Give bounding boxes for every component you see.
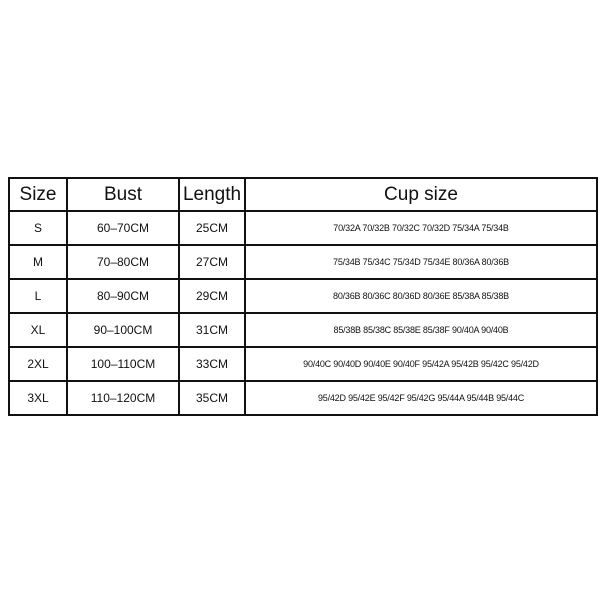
size-chart-table <box>8 177 598 416</box>
table-row <box>9 279 597 313</box>
table-row <box>9 313 597 347</box>
cell-length: 33CM <box>179 347 245 381</box>
header-bust: Bust <box>67 178 179 211</box>
header-row <box>9 178 597 211</box>
table-row <box>9 211 597 245</box>
cell-length: 35CM <box>179 381 245 415</box>
cell-cup-size: 95/42D 95/42E 95/42F 95/42G 95/44A 95/44B 95/44C <box>245 381 597 415</box>
cell-length: 25CM <box>179 211 245 245</box>
cell-size: 2XL <box>9 347 67 381</box>
cell-cup-size: 80/36B 80/36C 80/36D 80/36E 85/38A 85/38B <box>245 279 597 313</box>
cell-cup-size: 85/38B 85/38C 85/38E 85/38F 90/40A 90/40B <box>245 313 597 347</box>
cell-cup-size: 75/34B 75/34C 75/34D 75/34E 80/36A 80/36B <box>245 245 597 279</box>
cell-bust: 80–90CM <box>67 279 179 313</box>
table-row <box>9 347 597 381</box>
cell-size: S <box>9 211 67 245</box>
size-chart-body <box>9 211 597 415</box>
cell-bust: 100–110CM <box>67 347 179 381</box>
cell-size: M <box>9 245 67 279</box>
cell-cup-size: 90/40C 90/40D 90/40E 90/40F 95/42A 95/42B 95/42C 95/42D <box>245 347 597 381</box>
size-chart-header <box>9 178 597 211</box>
cell-cup-size: 70/32A 70/32B 70/32C 70/32D 75/34A 75/34B <box>245 211 597 245</box>
cell-size: XL <box>9 313 67 347</box>
header-length: Length <box>179 178 245 211</box>
cell-bust: 60–70CM <box>67 211 179 245</box>
header-cup-size: Cup size <box>245 178 597 211</box>
cell-bust: 70–80CM <box>67 245 179 279</box>
cell-length: 31CM <box>179 313 245 347</box>
cell-length: 27CM <box>179 245 245 279</box>
header-size: Size <box>9 178 67 211</box>
table-row <box>9 245 597 279</box>
cell-bust: 110–120CM <box>67 381 179 415</box>
cell-size: L <box>9 279 67 313</box>
table-row <box>9 381 597 415</box>
cell-size: 3XL <box>9 381 67 415</box>
cell-bust: 90–100CM <box>67 313 179 347</box>
cell-length: 29CM <box>179 279 245 313</box>
